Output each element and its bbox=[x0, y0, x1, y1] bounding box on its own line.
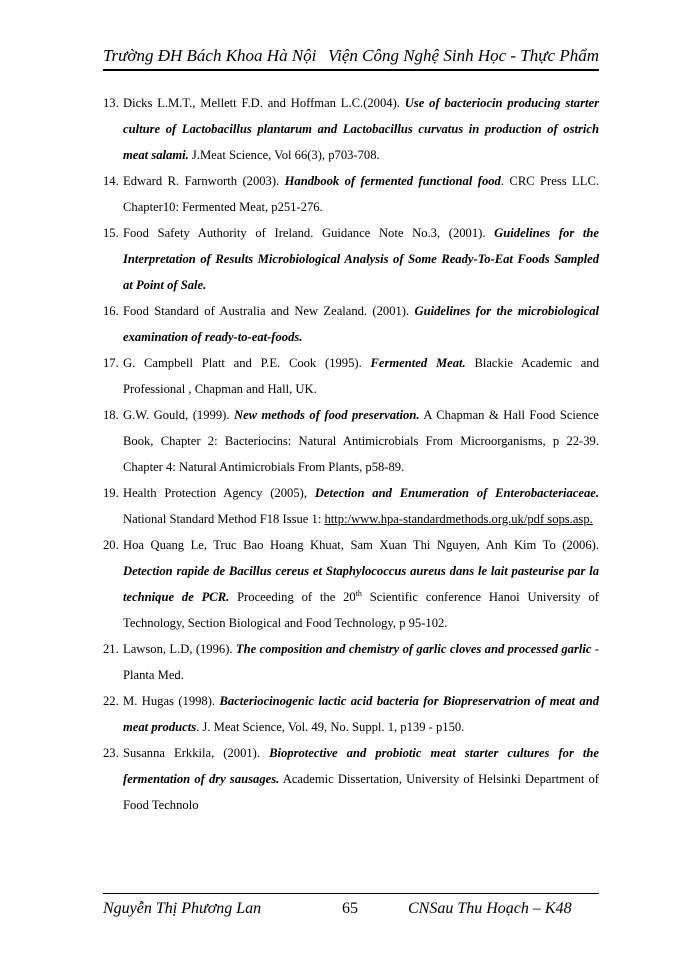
footer-rule bbox=[103, 893, 599, 894]
reference-22 bbox=[103, 688, 599, 740]
reference-16 bbox=[103, 298, 599, 350]
reference-number: 16. bbox=[103, 304, 119, 318]
reference-title: Bacteriocinogenic lactic acid bacteria for Biopreservatrion of meat and meat products bbox=[123, 694, 599, 734]
page-header bbox=[103, 43, 599, 69]
reference-source: . J. Meat Science, Vol. 49, No. Suppl. 1, p139 - p150. bbox=[196, 720, 465, 734]
footer-course: CNSau Thu Hoạch – K48 bbox=[408, 900, 572, 917]
reference-number: 19. bbox=[103, 486, 119, 500]
reference-source: - Planta Med. bbox=[123, 642, 599, 682]
reference-link[interactable]: http:/www.hpa-standardmethods.org.uk/pdf sops.asp. bbox=[324, 512, 593, 526]
reference-title: Use of bacteriocin producing starter culture of Lactobacillus plantarum and Lactobacillus curvatus in production of ostrich meat salami. bbox=[123, 96, 599, 162]
reference-title: Detection and Enumeration of Enterobacteriaceae. bbox=[314, 486, 600, 500]
reference-authors: Health Protection Agency (2005), bbox=[123, 486, 315, 500]
reference-source-cont: Scientific conference Hanoi University of Technology, Section Biological and Food Technology, p 95-102. bbox=[123, 590, 599, 630]
reference-list bbox=[103, 90, 599, 818]
reference-number: 15. bbox=[103, 226, 119, 240]
footer-author: Nguyễn Thị Phương Lan bbox=[103, 900, 262, 917]
reference-14 bbox=[103, 168, 599, 220]
page-footer bbox=[103, 898, 599, 920]
reference-source: Academic Dissertation, University of Helsinki Department of Food Technolo bbox=[123, 772, 599, 812]
reference-23 bbox=[103, 740, 599, 818]
header-institute: Viện Công Nghệ Sinh Học - Thực Phẩm bbox=[327, 46, 599, 65]
reference-21 bbox=[103, 636, 599, 688]
reference-13 bbox=[103, 90, 599, 168]
reference-number: 14. bbox=[103, 174, 119, 188]
reference-number: 13. bbox=[103, 96, 119, 110]
reference-18 bbox=[103, 402, 599, 480]
reference-source: J.Meat Science, Vol 66(3), p703-708. bbox=[188, 148, 380, 162]
reference-authors: M. Hugas (1998). bbox=[123, 694, 220, 708]
reference-title: Bioprotective and probiotic meat starter cultures for the fermentation of dry sausages. bbox=[123, 746, 599, 786]
reference-authors: Food Standard of Australia and New Zealand. (2001). bbox=[123, 304, 415, 318]
reference-title: Guidelines for the Interpretation of Results Microbiological Analysis of Some Ready-To-Eat Foods Sampled at Point of Sale. bbox=[123, 226, 599, 292]
reference-authors: G. Campbell Platt and P.E. Cook (1995). bbox=[123, 356, 371, 370]
reference-source: Blackie Academic and Professional , Chapman and Hall, UK. bbox=[123, 356, 599, 396]
reference-source: . CRC Press LLC. Chapter10: Fermented Meat, p251-276. bbox=[123, 174, 599, 214]
reference-number: 21. bbox=[103, 642, 119, 656]
reference-authors: G.W. Gould, (1999). bbox=[123, 408, 234, 422]
header-rule bbox=[103, 69, 599, 71]
ordinal-superscript: th bbox=[355, 588, 362, 598]
reference-number: 17. bbox=[103, 356, 119, 370]
reference-authors: Edward R. Farnworth (2003). bbox=[123, 174, 285, 188]
reference-authors: Dicks L.M.T., Mellett F.D. and Hoffman L.C.(2004). bbox=[123, 96, 405, 110]
reference-authors: Susanna Erkkila, (2001). bbox=[123, 746, 270, 760]
reference-19 bbox=[103, 480, 599, 532]
reference-15 bbox=[103, 220, 599, 298]
reference-number: 20. bbox=[103, 538, 119, 552]
reference-number: 18. bbox=[103, 408, 119, 422]
reference-title: Handbook of fermented functional food bbox=[284, 174, 501, 188]
reference-authors: Lawson, L.D, (1996). bbox=[123, 642, 236, 656]
header-university: Trường ĐH Bách Khoa Hà Nội bbox=[103, 46, 317, 65]
reference-source: Proceeding of the 20 bbox=[229, 590, 356, 604]
reference-17 bbox=[103, 350, 599, 402]
reference-source: National Standard Method F18 Issue 1: bbox=[123, 512, 325, 526]
reference-title: The composition and chemistry of garlic cloves and processed garlic bbox=[235, 642, 592, 656]
reference-authors: Food Safety Authority of Ireland. Guidance Note No.3, (2001). bbox=[123, 226, 495, 240]
reference-title: New methods of food preservation. bbox=[233, 408, 420, 422]
page-number: 65 bbox=[342, 900, 358, 917]
reference-source: A Chapman & Hall Food Science Book, Chapter 2: Bacteriocins: Natural Antimicrobials From Microorganisms, p 22-39. Chapter 4: Natural Antimicrobials From Plants, p58-89. bbox=[123, 408, 599, 474]
reference-20 bbox=[103, 532, 599, 636]
reference-number: 23. bbox=[103, 746, 119, 760]
reference-authors: Hoa Quang Le, Truc Bao Hoang Khuat, Sam Xuan Thi Nguyen, Anh Kim To (2006). bbox=[123, 538, 599, 552]
reference-title: Guidelines for the microbiological examination of ready-to-eat-foods. bbox=[123, 304, 600, 344]
reference-title: Fermented Meat. bbox=[370, 356, 466, 370]
reference-title: Detection rapide de Bacillus cereus et Staphylococcus aureus dans le lait pasteurise par la technique de PCR. bbox=[123, 564, 599, 604]
reference-number: 22. bbox=[103, 694, 119, 708]
